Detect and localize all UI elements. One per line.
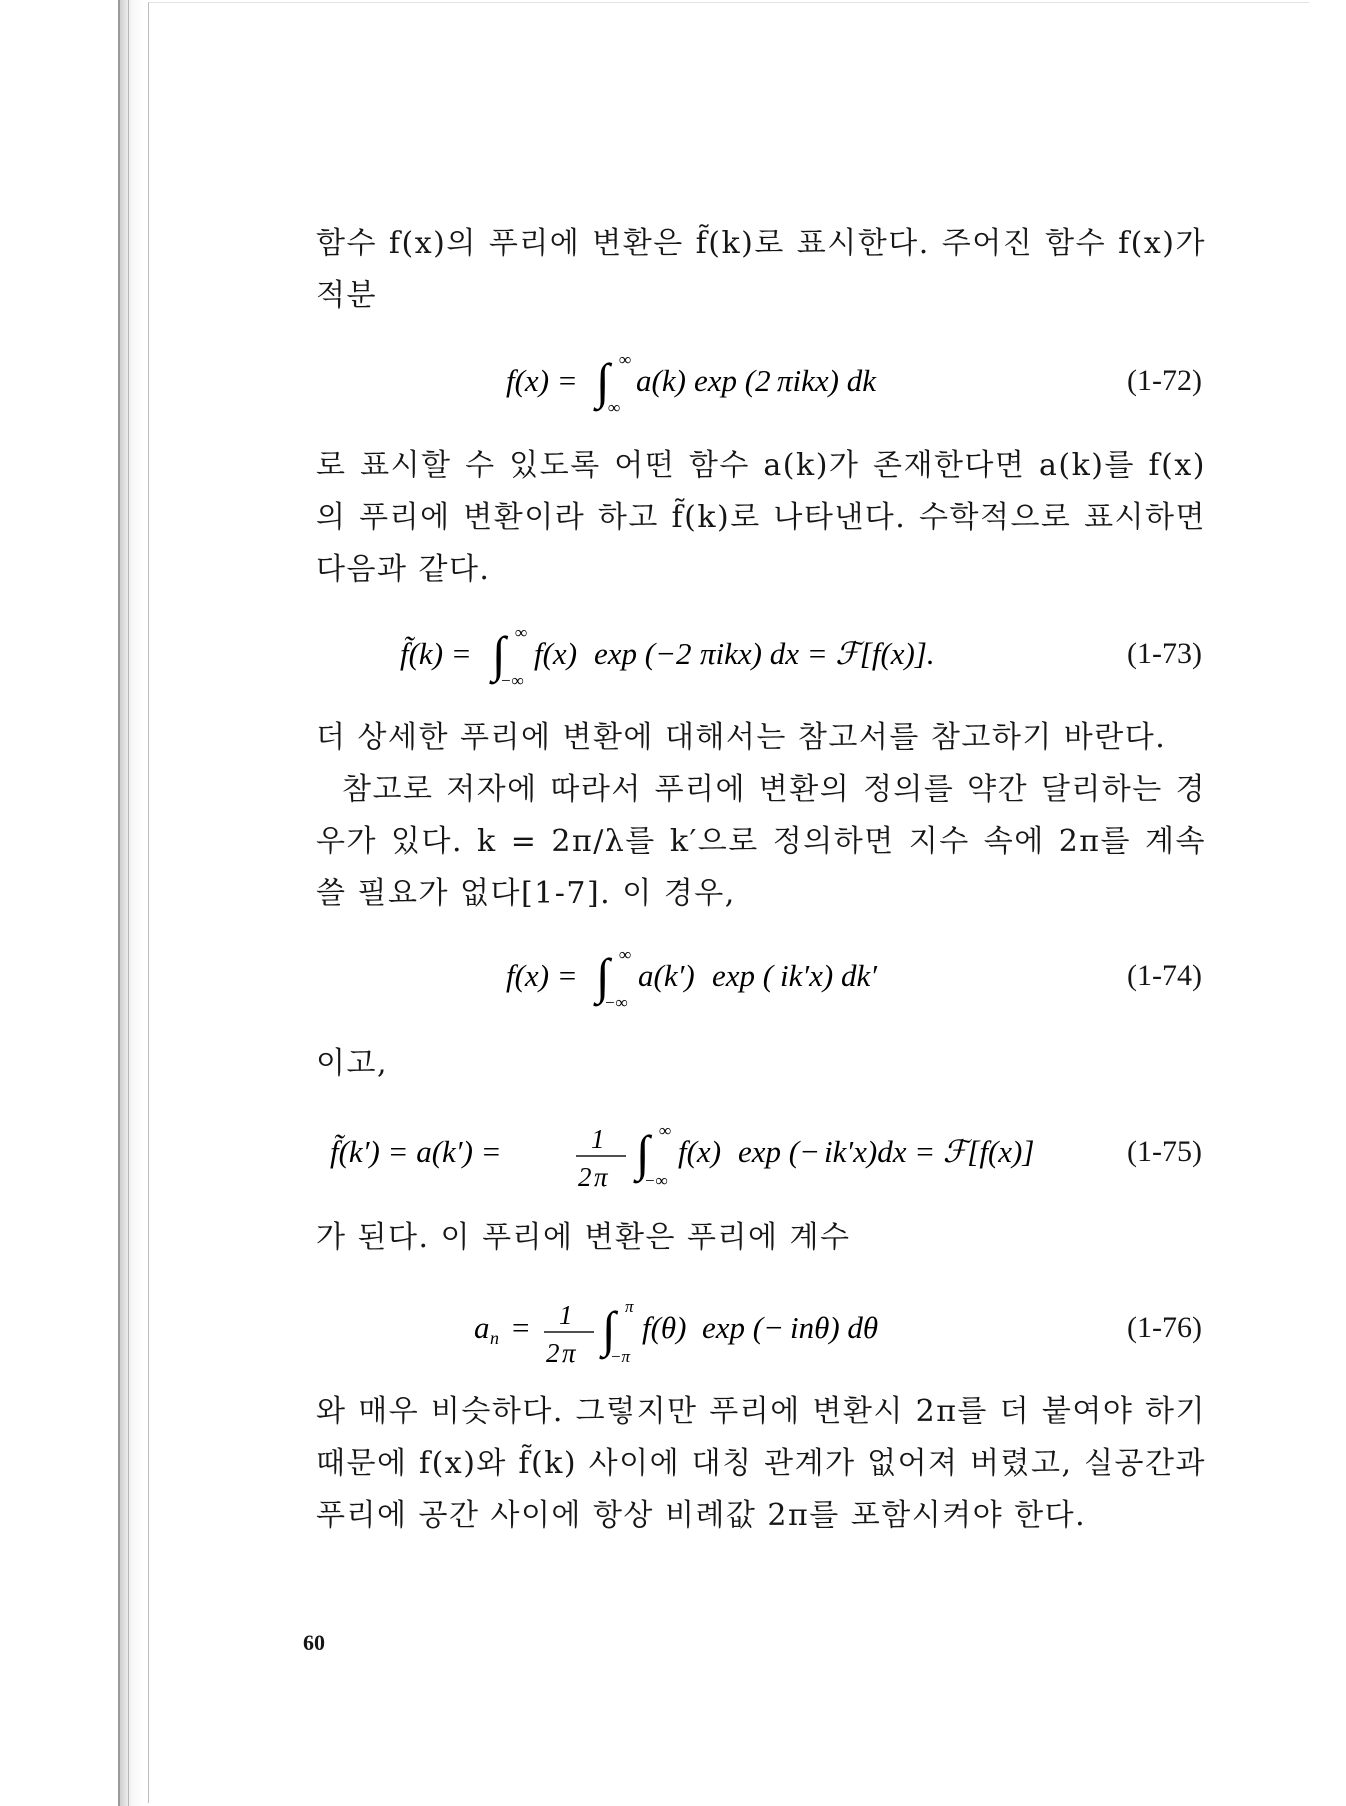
svg-text:2: 2 [546,1338,560,1368]
svg-text:exp (2: exp (2 [694,363,771,398]
svg-text:f(x) =: f(x) = [506,958,578,993]
svg-text:exp (−2: exp (−2 [594,636,692,671]
svg-text:−∞: −∞ [500,671,524,690]
svg-text:−π: −π [610,1347,630,1366]
paragraph-4: 참고로 저자에 따라서 푸리에 변환의 정의를 약간 달리하는 경우가 있다. k = 2π/λ를 k′으로 정의하면 지수 속에 2π를 계속 쓸 필요가 없다[1-7]. 이 경우, [316,772,1206,911]
svg-text:1: 1 [559,1300,573,1330]
equation-number: (1-75) [1127,1135,1202,1168]
svg-text:a(k): a(k) [636,363,686,398]
equation-row-1-73 [316,623,1206,690]
equation-number: (1-73) [1127,637,1202,670]
svg-text:∞: ∞ [619,350,632,369]
paragraph-5: 이고, [316,1046,388,1081]
svg-text:exp (−: exp (− [702,1310,785,1345]
svg-text:f(x): f(x) [534,636,578,671]
svg-text:f(θ): f(θ) [642,1310,687,1345]
equation-1-76 [474,1286,944,1370]
equation-row-1-74 [316,945,1206,1012]
svg-text:2: 2 [578,1162,592,1192]
svg-text:f̃(k′) = a(k′) =: f̃(k′) = a(k′) = [330,1134,502,1169]
equation-1-73 [400,616,1040,692]
paragraph-2: 로 표시할 수 있도록 어떤 함수 a(k)가 존재한다면 a(k)를 f(x)의 푸리에 변환이라 하고 f̃(k)로 나타낸다. 수학적으로 표시하면 다음과 같다. [316,448,1206,587]
equation-number: (1-72) [1127,364,1202,397]
svg-text:∞: ∞ [608,398,621,417]
paragraph-6: 가 된다. 이 푸리에 변환은 푸리에 계수 [316,1220,851,1255]
equation-number: (1-74) [1127,959,1202,992]
svg-text:∫: ∫ [596,353,610,409]
paragraph-7: 와 매우 비슷하다. 그렇지만 푸리에 변환시 2π를 더 붙여야 하기 때문에 f(x)와 f̃(k) 사이에 대칭 관계가 없어져 버렸고, 실공간과 푸리에 공간 사이에 항상 비례값 2π를 포함시켜야 한다. [316,1394,1206,1533]
svg-text:f̃(k) =: f̃(k) = [400,636,472,671]
svg-text:inθ) dθ: inθ) dθ [790,1310,879,1345]
svg-text:f(x): f(x) [678,1134,722,1169]
svg-text:−∞: −∞ [644,1171,668,1190]
book-edge-line [128,0,129,1806]
page-number: 60 [303,1630,325,1655]
svg-text:−∞: −∞ [604,993,628,1012]
svg-text:∞: ∞ [619,945,632,964]
svg-text:π: π [594,1162,608,1192]
svg-text:a(k′): a(k′) [638,958,695,993]
svg-text:exp (−: exp (− [738,1134,821,1169]
equation-1-74 [506,938,926,1014]
svg-text:ik′x)dx = ℱ[f(x)]: ik′x)dx = ℱ[f(x)] [824,1134,1035,1169]
equation-row-1-75 [316,1121,1206,1192]
svg-text:n: n [490,1328,499,1348]
svg-text:∫: ∫ [602,1301,616,1357]
paragraph-1: 함수 f(x)의 푸리에 변환은 f̃(k)로 표시한다. 주어진 함수 f(x)가 적분 [316,226,1206,313]
svg-text:ik′x) dk′: ik′x) dk′ [780,958,878,993]
equation-1-75 [330,1110,1100,1194]
svg-text:∫: ∫ [492,626,506,682]
equation-1-72 [506,343,886,419]
equation-row-1-72 [316,350,1206,417]
svg-text:∫: ∫ [596,948,610,1004]
svg-text:∫: ∫ [636,1125,650,1181]
svg-text:πikx) dx = ℱ[f(x)].: πikx) dx = ℱ[f(x)]. [700,636,935,671]
svg-text:π: π [562,1338,576,1368]
equation-row-1-76 [316,1297,1206,1368]
svg-text:a: a [474,1310,490,1345]
svg-text:∞: ∞ [659,1121,672,1140]
svg-text:exp (: exp ( [712,958,774,993]
svg-text:f(x) =: f(x) = [506,363,578,398]
svg-text:∞: ∞ [515,623,528,642]
paragraph-3: 더 상세한 푸리에 변환에 대해서는 참고서를 참고하기 바란다. [316,720,1167,755]
equation-number: (1-76) [1127,1311,1202,1344]
svg-text:π: π [625,1297,634,1316]
svg-text:πikx) dk: πikx) dk [777,363,876,398]
svg-text:1: 1 [591,1124,605,1154]
svg-text:=: = [510,1310,531,1345]
